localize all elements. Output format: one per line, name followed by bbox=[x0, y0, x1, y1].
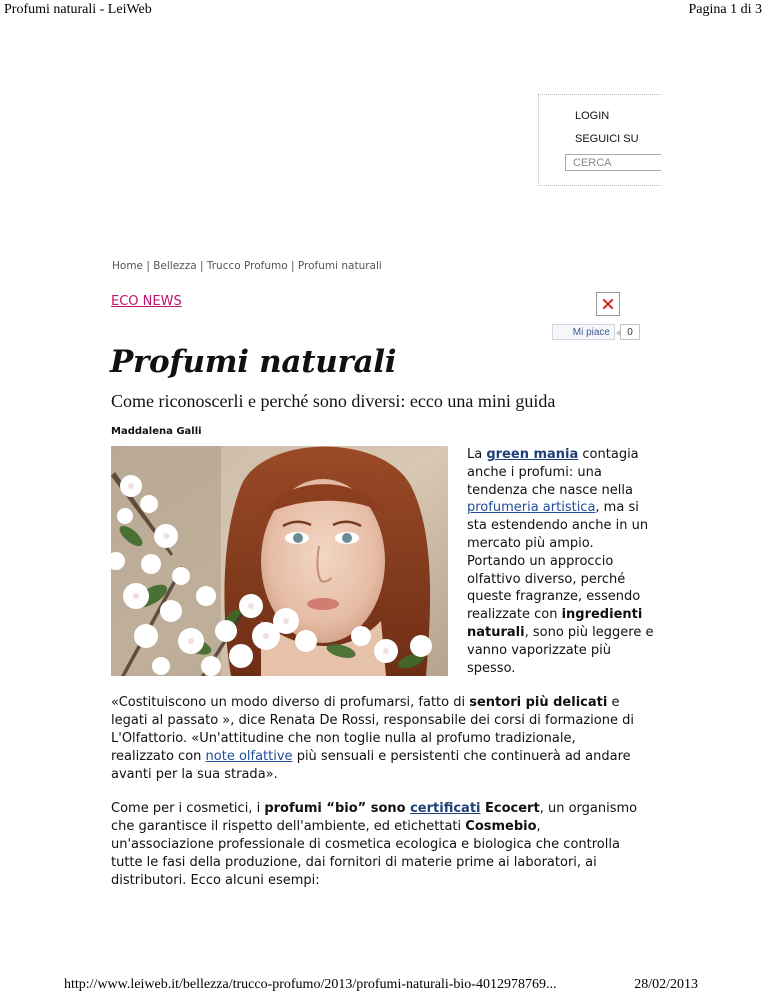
section-label[interactable]: ECO NEWS bbox=[111, 294, 182, 309]
print-header bbox=[0, 2, 768, 20]
link-green-mania[interactable]: green mania bbox=[486, 447, 579, 462]
like-button[interactable]: Mi piace bbox=[552, 324, 615, 340]
link-profumeria-artistica[interactable]: profumeria artistica bbox=[467, 500, 596, 516]
intro-paragraph: La green mania contagia anche i profumi: una tendenza che nasce nella profumeria artistica, ma si sta estendendo anche in un mercato più ampio. Portando un approccio olfattivo diverso, perché queste fragranze, essendo realizzate con ingredienti naturali, sono più leggere e vanno vaporizzate più spesso. bbox=[467, 447, 654, 676]
search-input[interactable]: CERCA bbox=[565, 154, 661, 171]
quote-paragraph: «Costituiscono un modo diverso di profumarsi, fatto di sentori più delicati e legati al passato », dice Renata De Rossi, responsabile dei corsi di formazione di L'Olfattorio. «Un'attitudine che non toglie nulla al profumo tradizionale, realizzato con note olfattive più sensuali e persistenti che continuerà ad andare avanti per la sua strada». bbox=[111, 695, 634, 782]
print-url: http://www.leiweb.it/bellezza/trucco-profumo/2013/profumi-naturali-bio-4012978769... bbox=[64, 977, 557, 992]
article-title: Profumi naturali bbox=[110, 344, 397, 380]
link-note-olfattive[interactable]: note olfattive bbox=[205, 749, 293, 764]
print-footer bbox=[0, 977, 768, 995]
article-photo bbox=[111, 446, 448, 676]
breadcrumb[interactable]: Home | Bellezza | Trucco Profumo | Profumi naturali bbox=[112, 260, 382, 272]
print-page-title: Profumi naturali - LeiWeb bbox=[4, 2, 152, 17]
broken-image-icon bbox=[596, 292, 620, 316]
print-page-count: Pagina 1 di 3 bbox=[688, 2, 762, 17]
article-author: Maddalena Galli bbox=[111, 426, 202, 437]
woman-with-blossoms-photo bbox=[111, 446, 448, 676]
article-subtitle: Come riconoscerli e perché sono diversi: ecco una mini guida bbox=[111, 391, 556, 411]
login-link[interactable]: LOGIN bbox=[575, 110, 610, 122]
certification-paragraph: Come per i cosmetici, i profumi “bio” sono certificati Ecocert, un organismo che garantisce il rispetto dell'ambiente, ed etichettati Cosmebio, un'associazione professionale di cosmetica ecologica e biologica che controlla tutte le fasi della produzione, dai fornitori di materie prime ai laboratori, ai distributori. Ecco alcuni esempi: bbox=[111, 801, 638, 888]
user-box bbox=[538, 94, 661, 186]
print-date: 28/02/2013 bbox=[634, 977, 698, 992]
link-certificati[interactable]: certificati bbox=[410, 801, 481, 816]
like-count: 0 bbox=[620, 324, 640, 340]
follow-us-label[interactable]: SEGUICI SU bbox=[575, 133, 639, 145]
